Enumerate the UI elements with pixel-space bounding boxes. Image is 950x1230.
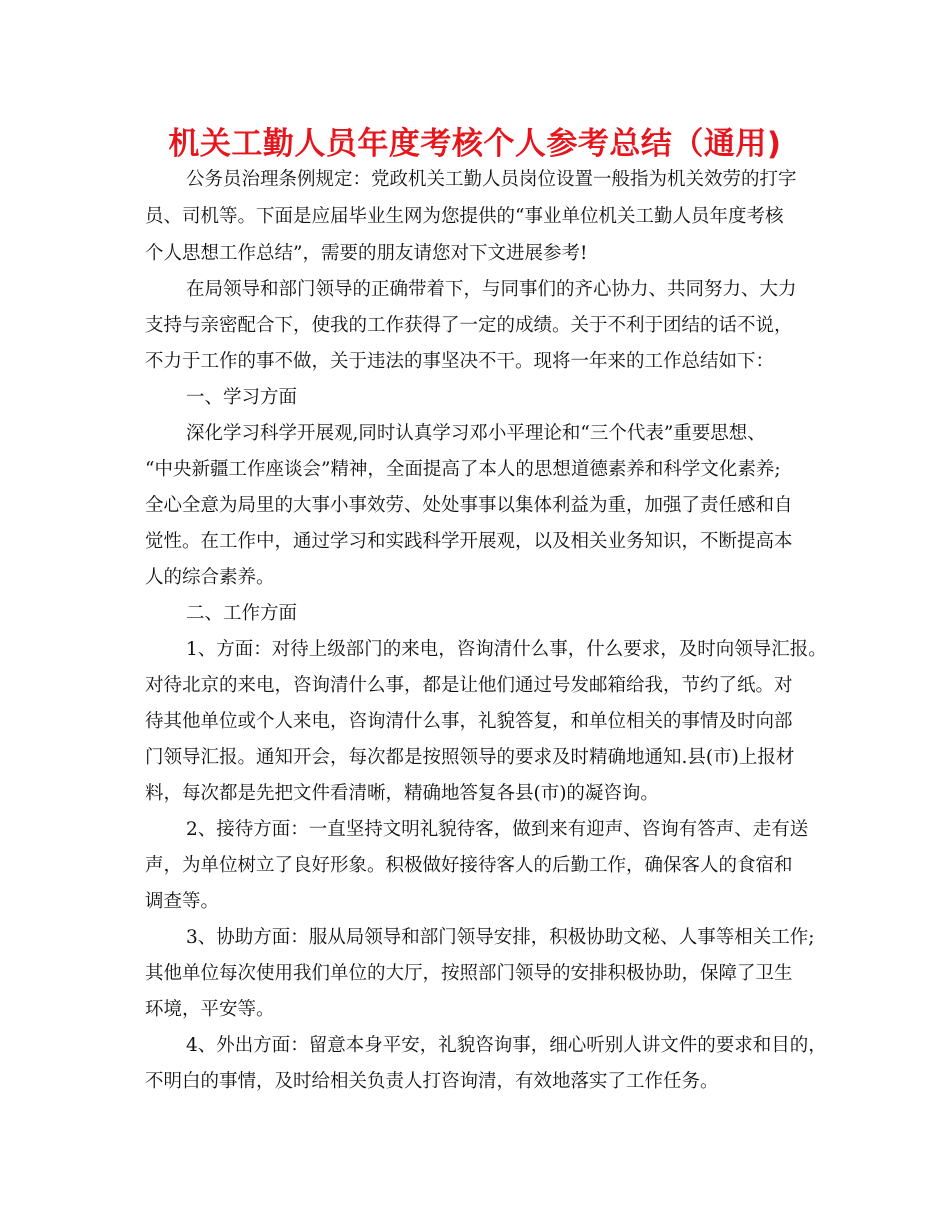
paragraph-line: 支持与亲密配合下，使我的工作获得了一定的成绩。关于不利于团结的话不说， xyxy=(145,315,793,336)
paragraph-line: 调查等。 xyxy=(145,891,220,912)
paragraph-line: 2、接待方面：一直坚持文明礼貌待客，做到来有迎声、咨询有答声、走有送 xyxy=(186,819,809,840)
paragraph-line: 人的综合素养。 xyxy=(145,567,275,588)
paragraph-line: 其他单位每次使用我们单位的大厅，按照部门领导的安排积极协助，保障了卫生 xyxy=(145,963,793,984)
paragraph-line: 不力于工作的事不做，关于违法的事坚决不干。现将一年来的工作总结如下： xyxy=(145,351,775,372)
paragraph-line: 对待北京的来电，咨询清什么事，都是让他们通过号发邮箱给我，节约了纸。对 xyxy=(145,675,793,696)
paragraph-line: 4、外出方面：留意本身平安，礼貌咨询事，细心听别人讲文件的要求和目的， xyxy=(186,1035,827,1056)
paragraph-line: 在局领导和部门领导的正确带着下，与同事们的齐心协力、共同努力、大力 xyxy=(186,279,797,300)
paragraph-line: 公务员治理条例规定：党政机关工勤人员岗位设置一般指为机关效劳的打字 xyxy=(186,169,797,190)
document-title: 机关工勤人员年度考核个人参考总结（通用) xyxy=(168,126,782,162)
paragraph-line: 全心全意为局里的大事小事效劳、处处事事以集体利益为重，加强了责任感和自 xyxy=(145,495,793,516)
paragraph-line: 声，为单位树立了良好形象。积极做好接待客人的后勤工作，确保客人的食宿和 xyxy=(145,855,793,876)
paragraph-line: 不明白的事情，及时给相关负责人打咨询清，有效地落实了工作任务。 xyxy=(145,1071,719,1092)
paragraph-line: 待其他单位或个人来电，咨询清什么事，礼貌答复，和单位相关的事情及时向部 xyxy=(145,711,793,732)
section-heading: 二、工作方面 xyxy=(186,603,298,624)
paragraph-line: 个人思想工作总结”，需要的朋友请您对下文进展参考! xyxy=(145,243,588,264)
paragraph-line: 员、司机等。下面是应届毕业生网为您提供的“事业单位机关工勤人员年度考核 xyxy=(145,206,784,227)
paragraph-line: 觉性。在工作中，通过学习和实践科学开展观，以及相关业务知识，不断提高本 xyxy=(145,531,793,552)
paragraph-line: 深化学习科学开展观,同时认真学习邓小平理论和“三个代表”重要思想、 xyxy=(186,423,766,444)
paragraph-line: 环境，平安等。 xyxy=(145,999,275,1020)
paragraph-line: 3、协助方面：服从局领导和部门领导安排，积极协助文秘、人事等相关工作; xyxy=(186,927,815,948)
paragraph-line: “中央新疆工作座谈会”精神，全面提高了本人的思想道德素养和科学文化素养; xyxy=(145,459,781,480)
paragraph-line: 料，每次都是先把文件看清晰，精确地答复各县(市)的凝咨询。 xyxy=(145,783,659,804)
paragraph-line: 门领导汇报。通知开会，每次都是按照领导的要求及时精确地通知.县(市)上报材 xyxy=(145,747,795,768)
section-heading: 一、学习方面 xyxy=(186,387,298,408)
paragraph-line: 1、方面：对待上级部门的来电，咨询清什么事，什么要求，及时向领导汇报。 xyxy=(186,639,827,660)
